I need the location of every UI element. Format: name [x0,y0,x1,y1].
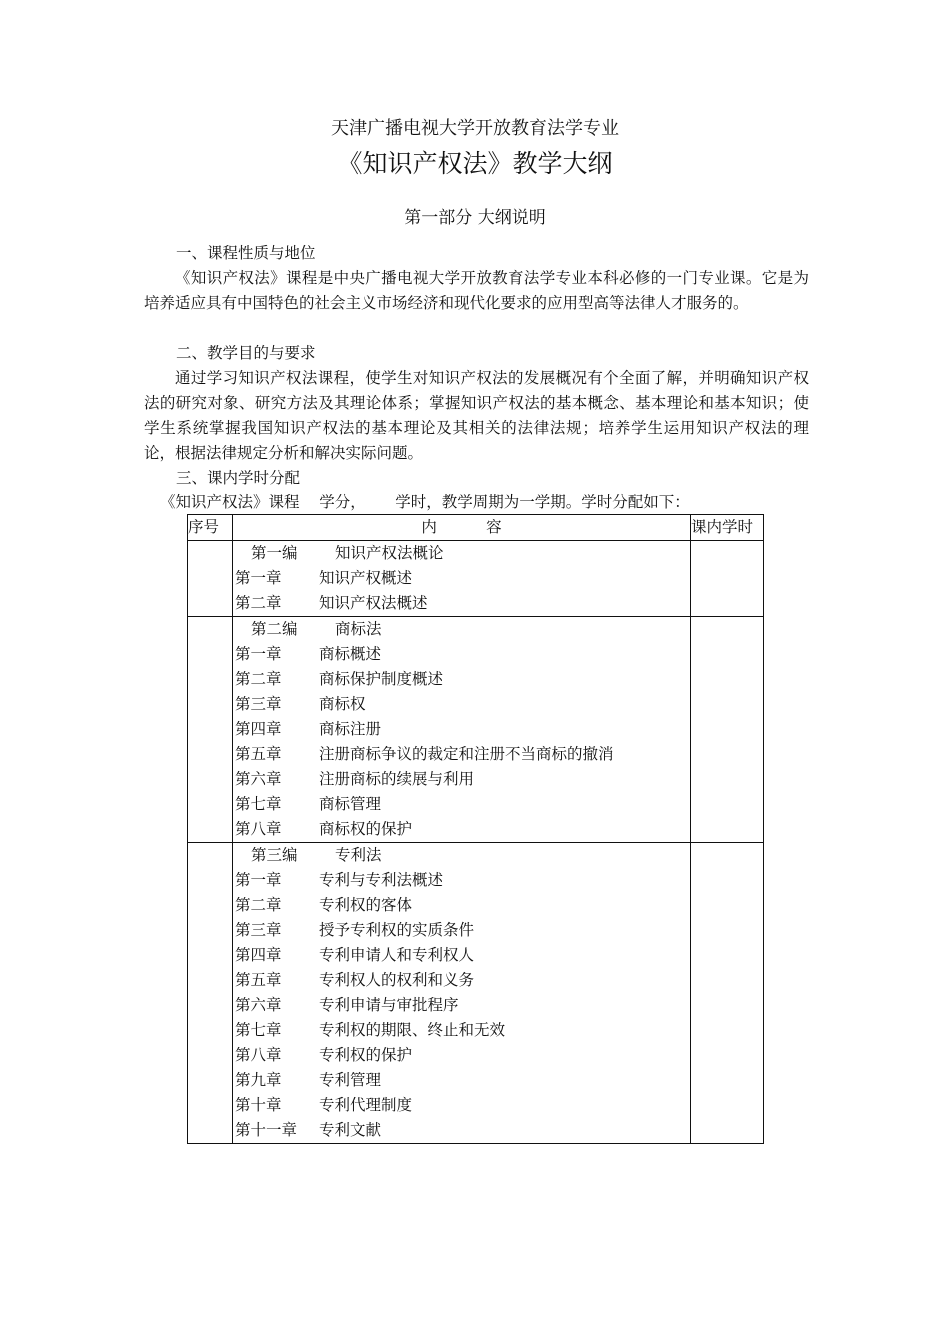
chapter-line [233,968,690,993]
chapter-title: 专利权的保护 [319,1046,413,1064]
chapter-number: 第九章 [235,1071,282,1089]
header-seq: 序号 [188,515,233,541]
table-header-row [188,515,764,541]
part-heading: 第一部分 大纲说明 [404,208,546,228]
chapter-title: 专利申请人和专利权人 [319,946,475,964]
chapter-number: 第二章 [235,594,282,612]
chapter-title: 知识产权概述 [319,569,413,587]
volume-title: 商标法 [335,620,382,638]
chapter-title: 专利与专利法概述 [319,871,444,889]
chapter-number: 第三章 [235,695,282,713]
chapter-number: 第七章 [235,795,282,813]
chapter-line [233,918,690,943]
content-cell [233,541,691,617]
chapter-line [233,893,690,918]
volume-number: 第三编 [251,846,298,864]
chapter-title: 商标概述 [319,645,382,663]
chapter-title: 注册商标的续展与利用 [319,770,475,788]
content-cell [233,617,691,843]
chapter-number: 第一章 [235,569,282,587]
chapter-line [233,1068,690,1093]
chapter-number: 第五章 [235,745,282,763]
chapter-line [233,717,690,742]
chapter-line [233,1043,690,1068]
chapter-line [233,868,690,893]
section3-heading: 三、课内学时分配 [176,469,301,487]
document-title-line1: 天津广播电视大学开放教育法学专业 [331,118,619,139]
chapter-number: 第二章 [235,670,282,688]
chapter-title: 商标权 [319,695,366,713]
volume-number: 第二编 [251,620,298,638]
chapter-number: 第五章 [235,971,282,989]
volume-title: 专利法 [335,846,382,864]
header-content: 内 容 [233,515,691,541]
chapter-number: 第七章 [235,1021,282,1039]
chapter-line [233,692,690,717]
chapter-title: 商标注册 [319,720,382,738]
chapter-number: 第十章 [235,1096,282,1114]
chapter-title: 专利代理制度 [319,1096,413,1114]
chapter-number: 第一章 [235,871,282,889]
chapter-title: 商标管理 [319,795,382,813]
chapter-line [233,642,690,667]
chapter-line [233,993,690,1018]
chapter-number: 第一章 [235,645,282,663]
hours-distribution-table [187,514,764,1144]
volume-line [233,541,690,566]
chapter-line [233,667,690,692]
chapter-title: 商标权的保护 [319,820,413,838]
table-row [188,617,764,843]
section3-paragraph: 《知识产权法》课程 学分， 学时，教学周期为一学期。学时分配如下： [160,493,690,511]
chapter-line [233,817,690,842]
chapter-line [233,742,690,767]
chapter-title: 专利管理 [319,1071,382,1089]
chapter-title: 专利权的期限、终止和无效 [319,1021,506,1039]
chapter-number: 第四章 [235,720,282,738]
volume-line [233,617,690,642]
seq-cell [188,541,233,617]
seq-cell [188,843,233,1144]
document-title-line2: 《知识产权法》教学大纲 [337,149,613,178]
chapter-title: 注册商标争议的裁定和注册不当商标的撤消 [319,745,614,763]
header-hours: 课内学时 [691,515,764,541]
chapter-number: 第二章 [235,896,282,914]
chapter-number: 第八章 [235,820,282,838]
chapter-line [233,566,690,591]
chapter-title: 商标保护制度概述 [319,670,444,688]
section2-heading: 二、教学目的与要求 [176,344,316,362]
seq-cell [188,617,233,843]
chapter-line [233,591,690,616]
chapter-title: 授予专利权的实质条件 [319,921,475,939]
chapter-number: 第八章 [235,1046,282,1064]
volume-line [233,843,690,868]
chapter-title: 专利权的客体 [319,896,413,914]
chapter-line [233,1018,690,1043]
volume-title: 知识产权法概论 [335,544,444,562]
table-row [188,541,764,617]
chapter-number: 第六章 [235,996,282,1014]
section1-heading: 一、课程性质与地位 [176,244,316,262]
section2-paragraph: 通过学习知识产权法课程，使学生对知识产权法的发展概况有个全面了解，并明确知识产权法的研究对象、研究方法及其理论体系；掌握知识产权法的基本概念、基本理论和基本知识；使学生系统掌握我国知识产权法的基本理论及其相关的法律法规；培养学生运用知识产权法的理论，根据法律规定分析和解决实际问题。 [144,369,809,462]
volume-number: 第一编 [251,544,298,562]
chapter-title: 专利申请与审批程序 [319,996,459,1014]
chapter-line [233,767,690,792]
section1-paragraph: 《知识产权法》课程是中央广播电视大学开放教育法学专业本科必修的一门专业课。它是为培养适应具有中国特色的社会主义市场经济和现代化要求的应用型高等法律人才服务的。 [144,269,809,312]
chapter-number: 第四章 [235,946,282,964]
chapter-number: 第六章 [235,770,282,788]
chapter-line [233,1093,690,1118]
chapter-line [233,1118,690,1143]
hours-cell [691,617,764,843]
hours-cell [691,541,764,617]
chapter-title: 专利权人的权利和义务 [319,971,475,989]
chapter-title: 知识产权法概述 [319,594,428,612]
chapter-number: 第十一章 [235,1121,298,1139]
chapter-line [233,792,690,817]
chapter-number: 第三章 [235,921,282,939]
content-cell [233,843,691,1144]
hours-cell [691,843,764,1144]
chapter-title: 专利文献 [319,1121,382,1139]
table-row [188,843,764,1144]
chapter-line [233,943,690,968]
